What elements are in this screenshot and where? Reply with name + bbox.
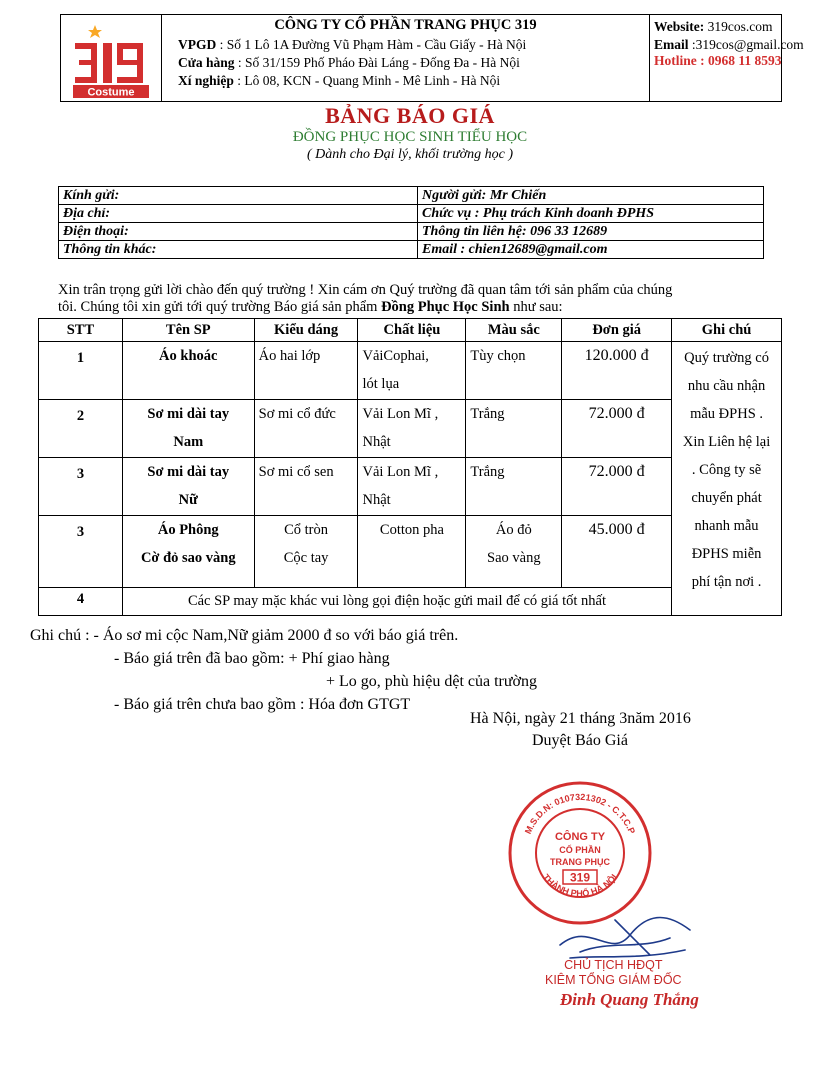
contact-phone: Thông tin liên hệ: 096 33 12689 (418, 223, 764, 241)
signer-title: CHỦ TỊCH HĐQT KIÊM TỔNG GIÁM ĐỐC (545, 958, 682, 987)
row-color: Tùy chọn (466, 342, 562, 400)
col-notes: Ghi chú (672, 319, 782, 342)
intro-paragraph (58, 282, 778, 316)
info-row (59, 241, 764, 259)
other-products-note: Các SP may mặc khác vui lòng gọi điện hoặc gửi mail để có giá tốt nhất (122, 588, 671, 616)
vpgd-line: VPGD : Số 1 Lô 1A Đường Vũ Phạm Hàm - Cầu Giấy - Hà Nội (178, 37, 527, 52)
row-color: Áo đỏ Sao vàng (466, 516, 562, 588)
table-row (39, 400, 782, 458)
row-material: Cotton pha (358, 516, 466, 588)
svg-text:TRANG PHỤC: TRANG PHỤC (550, 857, 610, 867)
row-material: Vải Lon Mĩ , Nhật (358, 458, 466, 516)
position: Chức vụ : Phụ trách Kinh doanh ĐPHS (418, 205, 764, 223)
approval-label: Duyệt Báo Giá (532, 732, 628, 749)
row-style: Sơ mi cổ sen (254, 458, 358, 516)
note-4: - Báo giá trên chưa bao gồm : Hóa đơn GTGT (114, 696, 411, 713)
letterhead (60, 14, 804, 102)
row-material: Vải Lon Mĩ , Nhật (358, 400, 466, 458)
contact-note: Quý trường có nhu cầu nhận mẫu ĐPHS . Xin Liên hệ lại . Công ty sẽ chuyển phát nhanh mẫu ĐPHS miễn phí tận nơi . (672, 342, 782, 616)
svg-text:319: 319 (569, 870, 591, 885)
row-color: Trắng (466, 458, 562, 516)
col-material: Chất liệu (358, 319, 466, 342)
company-name: CÔNG TY CỔ PHẦN TRANG PHỤC 319 (274, 17, 537, 33)
row-color: Trắng (466, 400, 562, 458)
shop-line: Cửa hàng : Số 31/159 Phố Pháo Đài Láng - Đống Đa - Hà Nội (178, 55, 520, 70)
hotline: Hotline : 0968 11 8593 (654, 53, 782, 68)
table-row (39, 342, 782, 400)
row-name: Sơ mi dài tay Nam (122, 400, 254, 458)
table-row (39, 458, 782, 516)
contact-email: Email : chien12689@gmail.com (422, 241, 608, 257)
row-name: Sơ mi dài tay Nữ (122, 458, 254, 516)
date-line: Hà Nội, ngày 21 tháng 3năm 2016 (470, 710, 691, 727)
sender: Người gửi: Mr Chiến (418, 187, 764, 205)
row-style: Cổ tròn Cộc tay (254, 516, 358, 588)
logo-319-icon (61, 15, 161, 101)
company-logo (61, 15, 162, 101)
note-2: - Báo giá trên đã bao gồm: + Phí giao hàng (114, 650, 390, 667)
col-color: Màu sắc (466, 319, 562, 342)
row-stt: 4 (39, 588, 123, 616)
row-material: VảiCophai, lót lụa (358, 342, 466, 400)
info-row (59, 205, 764, 223)
document-subtitle: ĐỒNG PHỤC HỌC SINH TIỂU HỌC (292, 129, 528, 145)
note-1: Ghi chú : - Áo sơ mi cộc Nam,Nữ giảm 2000 đ so với báo giá trên. (30, 627, 459, 644)
factory-line: Xí nghiệp : Lô 08, KCN - Quang Minh - Mê Linh - Hà Nội (178, 73, 501, 88)
col-price: Đơn giá (562, 319, 672, 342)
website-line: Website: 319cos.com (654, 19, 773, 34)
row-stt: 3 (39, 516, 123, 588)
price-table (38, 318, 782, 616)
other-info-label: Thông tin khác: (59, 241, 418, 259)
address-label: Địa chỉ: (59, 205, 418, 223)
col-product-name: Tên SP (122, 319, 254, 342)
col-style: Kiểu dáng (254, 319, 358, 342)
footnotes (30, 624, 537, 716)
col-stt: STT (39, 319, 123, 342)
row-price: 72.000 đ (562, 458, 672, 516)
table-header-row (39, 319, 782, 342)
svg-text:CỔ PHẦN: CỔ PHẦN (559, 845, 601, 855)
recipient-label: Kính gửi: (59, 187, 418, 205)
svg-text:CÔNG TY: CÔNG TY (554, 831, 606, 843)
row-price: 120.000 đ (562, 342, 672, 400)
phone-label: Điện thoại: (59, 223, 418, 241)
info-row (59, 187, 764, 205)
svg-text:THÀNH PHỐ HÀ NỘI: THÀNH PHỐ HÀ NỘI (540, 872, 620, 899)
row-stt: 1 (39, 342, 123, 400)
row-style: Áo hai lớp (254, 342, 358, 400)
document-subnote: ( Dành cho Đại lý, khối trường học ) (306, 147, 513, 162)
row-price: 45.000 đ (562, 516, 672, 588)
signer-name: Đinh Quang Thắng (560, 990, 699, 1009)
row-price: 72.000 đ (562, 400, 672, 458)
company-info (162, 15, 650, 101)
intro-line-2: tôi. Chúng tôi xin gửi tới quý trường Báo giá sản phẩm Đồng Phục Học Sinh như sau: (58, 299, 563, 315)
table-row (39, 588, 782, 616)
svg-text:M.S.D.N: 0107321302 - C.T.C.P: M.S.D.N: 0107321302 - C.T.C.P (522, 791, 638, 836)
row-stt: 3 (39, 458, 123, 516)
table-row (39, 516, 782, 588)
intro-line-1: Xin trân trọng gửi lời chào đến quý trường ! Xin cám ơn Quý trường đã quan tâm tới sản phẩm của chúng (58, 282, 673, 298)
info-row (59, 223, 764, 241)
email-line: Email :319cos@gmail.com (654, 37, 804, 52)
logo-text: Costume (87, 86, 135, 99)
note-3: + Lo go, phù hiệu dệt của trường (326, 673, 537, 690)
recipient-info-table (58, 186, 764, 259)
row-style: Sơ mi cổ đức (254, 400, 358, 458)
row-name: Áo Phông Cờ đỏ sao vàng (122, 516, 254, 588)
row-name: Áo khoác (122, 342, 254, 400)
contact-block (650, 15, 804, 101)
row-stt: 2 (39, 400, 123, 458)
document-title: BẢNG BÁO GIÁ (325, 103, 495, 128)
